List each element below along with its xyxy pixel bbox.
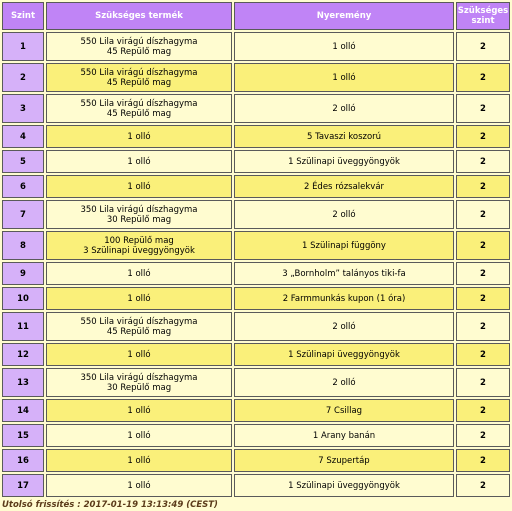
required-level-cell: 2 bbox=[456, 125, 510, 148]
required-level-cell: 2 bbox=[456, 312, 510, 341]
level-cell: 2 bbox=[2, 63, 44, 92]
crop-line: 1 olló bbox=[127, 349, 151, 360]
crop-cell bbox=[46, 262, 232, 285]
table-row bbox=[2, 231, 510, 260]
prize-cell: 2 Farmmunkás kupon (1 óra) bbox=[234, 287, 454, 310]
crop-line: 550 Lila virágú díszhagyma bbox=[80, 98, 198, 109]
level-cell: 17 bbox=[2, 474, 44, 497]
crop-line: 550 Lila virágú díszhagyma bbox=[80, 67, 198, 78]
level-cell: 8 bbox=[2, 231, 44, 260]
header-crop: Szükséges termék bbox=[46, 2, 232, 30]
required-level-cell: 2 bbox=[456, 63, 510, 92]
table-row bbox=[2, 32, 510, 61]
crop-line: 45 Repülő mag bbox=[106, 108, 172, 119]
crop-line: 1 olló bbox=[127, 293, 151, 304]
crop-line: 100 Repülő mag bbox=[104, 235, 174, 246]
crop-line: 1 olló bbox=[127, 455, 151, 466]
level-cell: 5 bbox=[2, 150, 44, 173]
crop-cell bbox=[46, 200, 232, 229]
crop-line: 550 Lila virágú díszhagyma bbox=[80, 316, 198, 327]
level-cell: 11 bbox=[2, 312, 44, 341]
prize-cell: 3 „Bornholm” talányos tiki-fa bbox=[234, 262, 454, 285]
required-level-cell: 2 bbox=[456, 449, 510, 472]
required-level-cell: 2 bbox=[456, 399, 510, 422]
required-level-cell: 2 bbox=[456, 287, 510, 310]
crop-line: 1 olló bbox=[127, 480, 151, 491]
crop-cell bbox=[46, 94, 232, 123]
level-cell: 13 bbox=[2, 368, 44, 397]
crop-line: 1 olló bbox=[127, 181, 151, 192]
crop-line: 45 Repülő mag bbox=[106, 77, 172, 88]
level-cell: 1 bbox=[2, 32, 44, 61]
header-prize: Nyeremény bbox=[234, 2, 454, 30]
table-row bbox=[2, 287, 510, 310]
crop-cell bbox=[46, 63, 232, 92]
required-level-cell: 2 bbox=[456, 32, 510, 61]
crop-line: 1 olló bbox=[127, 405, 151, 416]
crop-line: 550 Lila virágú díszhagyma bbox=[80, 36, 198, 47]
crop-cell bbox=[46, 231, 232, 260]
level-cell: 10 bbox=[2, 287, 44, 310]
crop-cell bbox=[46, 287, 232, 310]
header-row bbox=[2, 2, 510, 30]
crop-line: 30 Repülő mag bbox=[106, 382, 172, 393]
crop-cell bbox=[46, 399, 232, 422]
crop-line: 3 Szülinapi üveggyöngyök bbox=[83, 245, 195, 256]
prize-cell: 1 olló bbox=[234, 32, 454, 61]
required-level-cell: 2 bbox=[456, 94, 510, 123]
required-level-cell: 2 bbox=[456, 231, 510, 260]
last-updated: Utolsó frissítés : 2017-01-19 13:13:49 (CEST) bbox=[2, 500, 218, 510]
crop-line: 1 olló bbox=[127, 430, 151, 441]
prize-cell: 7 Szupertáp bbox=[234, 449, 454, 472]
prize-cell: 5 Tavaszi koszorú bbox=[234, 125, 454, 148]
crop-line: 30 Repülő mag bbox=[106, 214, 172, 225]
crop-cell bbox=[46, 368, 232, 397]
table-row bbox=[2, 368, 510, 397]
table-row bbox=[2, 63, 510, 92]
table-row bbox=[2, 150, 510, 173]
crop-cell bbox=[46, 312, 232, 341]
crop-cell bbox=[46, 474, 232, 497]
prize-cell: 1 Szülinapi üveggyöngyök bbox=[234, 343, 454, 366]
level-cell: 9 bbox=[2, 262, 44, 285]
level-cell: 6 bbox=[2, 175, 44, 198]
crop-cell bbox=[46, 424, 232, 447]
table-row bbox=[2, 424, 510, 447]
prize-cell: 1 Arany banán bbox=[234, 424, 454, 447]
table-row bbox=[2, 399, 510, 422]
table-row bbox=[2, 94, 510, 123]
table-row bbox=[2, 449, 510, 472]
required-level-cell: 2 bbox=[456, 175, 510, 198]
crop-cell bbox=[46, 32, 232, 61]
level-cell: 15 bbox=[2, 424, 44, 447]
header-level: Szint bbox=[2, 2, 44, 30]
crop-line: 45 Repülő mag bbox=[106, 46, 172, 57]
prize-cell: 2 olló bbox=[234, 200, 454, 229]
crop-line: 1 olló bbox=[127, 268, 151, 279]
table-row bbox=[2, 200, 510, 229]
required-level-cell: 2 bbox=[456, 150, 510, 173]
table-row bbox=[2, 125, 510, 148]
prize-cell: 1 Szülinapi üveggyöngyök bbox=[234, 150, 454, 173]
crop-cell bbox=[46, 125, 232, 148]
level-cell: 7 bbox=[2, 200, 44, 229]
required-level-cell: 2 bbox=[456, 262, 510, 285]
prize-cell: 1 olló bbox=[234, 63, 454, 92]
prize-cell: 1 Szülinapi függöny bbox=[234, 231, 454, 260]
prize-cell: 1 Szülinapi üveggyöngyök bbox=[234, 474, 454, 497]
required-level-cell: 2 bbox=[456, 368, 510, 397]
prize-cell: 2 olló bbox=[234, 94, 454, 123]
crop-line: 350 Lila virágú díszhagyma bbox=[80, 204, 198, 215]
crop-cell bbox=[46, 343, 232, 366]
crop-line: 350 Lila virágú díszhagyma bbox=[80, 372, 198, 383]
level-cell: 12 bbox=[2, 343, 44, 366]
level-cell: 4 bbox=[2, 125, 44, 148]
crop-line: 45 Repülő mag bbox=[106, 326, 172, 337]
level-cell: 3 bbox=[2, 94, 44, 123]
level-cell: 14 bbox=[2, 399, 44, 422]
prize-cell: 2 olló bbox=[234, 368, 454, 397]
crop-line: 1 olló bbox=[127, 131, 151, 142]
level-cell: 16 bbox=[2, 449, 44, 472]
required-level-cell: 2 bbox=[456, 474, 510, 497]
table-row bbox=[2, 474, 510, 497]
table-row bbox=[2, 343, 510, 366]
table-row bbox=[2, 175, 510, 198]
prize-cell: 7 Csillag bbox=[234, 399, 454, 422]
header-required-level: Szükséges szint bbox=[456, 2, 510, 30]
prize-cell: 2 Édes rózsalekvár bbox=[234, 175, 454, 198]
prize-cell: 2 olló bbox=[234, 312, 454, 341]
table-body bbox=[2, 32, 510, 497]
required-level-cell: 2 bbox=[456, 424, 510, 447]
required-level-cell: 2 bbox=[456, 343, 510, 366]
crop-cell bbox=[46, 150, 232, 173]
crop-line: 1 olló bbox=[127, 156, 151, 167]
crop-cell bbox=[46, 175, 232, 198]
table-row bbox=[2, 262, 510, 285]
crop-cell bbox=[46, 449, 232, 472]
table-row bbox=[2, 312, 510, 341]
required-level-cell: 2 bbox=[456, 200, 510, 229]
